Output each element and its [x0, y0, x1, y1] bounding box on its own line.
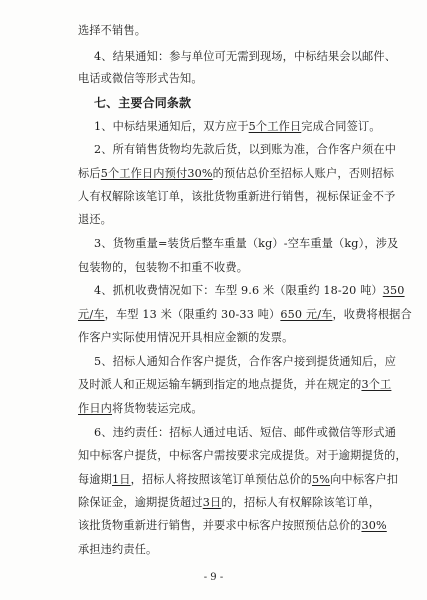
paragraph-line: 退还。 — [78, 213, 113, 226]
paragraph-line: 6、违约责任：招标人通过电话、短信、邮件或微信等形式通 — [94, 426, 397, 439]
paragraph-line: 包装物的，包装物不扣重不收费。 — [78, 261, 249, 274]
paragraph-line: 作日内将货物装运完成。 — [78, 402, 203, 415]
paragraph-line: 电话或微信等形式告知。 — [78, 72, 203, 85]
paragraph-line: 1、中标结果通知后，双方应于5个工作日完成合同签订。 — [94, 120, 381, 133]
paragraph-line: 作客户实际使用情况开具相应金额的发票。 — [78, 331, 294, 344]
paragraph-line: 元/车，车型 13 米（限重约 30-33 吨）650 元/车，收费将根据合 — [78, 308, 412, 321]
page-number: - 9 - — [203, 572, 224, 583]
paragraph-line: 选择不销售。 — [78, 24, 147, 37]
paragraph-line: 3、货物重量=装货后整车重量（kg）-空车重量（kg），涉及 — [94, 237, 399, 250]
paragraph-line: 5、招标人通知合作客户提货，合作客户接到提货通知后，应 — [94, 355, 397, 368]
paragraph-line: 人有权解除该笔订单，该批货物重新进行销售，视标保证金不予 — [78, 190, 396, 203]
paragraph-line: 每逾期1日，招标人将按照该笔订单预估总价的5%向中标客户扣 — [78, 473, 399, 486]
paragraph-line: 该批货物重新进行销售，并要求中标客户按照预估总价的30% — [78, 519, 387, 532]
paragraph-line: 4、结果通知：参与单位可无需到现场，中标结果会以邮件、 — [94, 50, 397, 63]
paragraph-line: 标后5个工作日内预付30%的预估总价至招标人账户，否则招标 — [78, 167, 395, 180]
paragraph-line: 除保证金，逾期提货超过3日的，招标人有权解除该笔订单， — [78, 496, 381, 509]
section-heading: 七、主要合同条款 — [94, 96, 192, 110]
paragraph-line: 及时派人和正规运输车辆到指定的地点提货，并在规定的3个工 — [78, 378, 392, 391]
paragraph-line: 4、抓机收费情况如下：车型 9.6 米（限重约 18-20 吨）350 — [94, 284, 405, 297]
paragraph-line: 2、所有销售货物均先款后货，以到账为准，合作客户须在中 — [94, 143, 397, 156]
paragraph-line: 承担违约责任。 — [78, 543, 158, 556]
paragraph-line: 知中标客户提货，中标客户需按要求完成提货。对于逾期提货的， — [78, 449, 407, 462]
